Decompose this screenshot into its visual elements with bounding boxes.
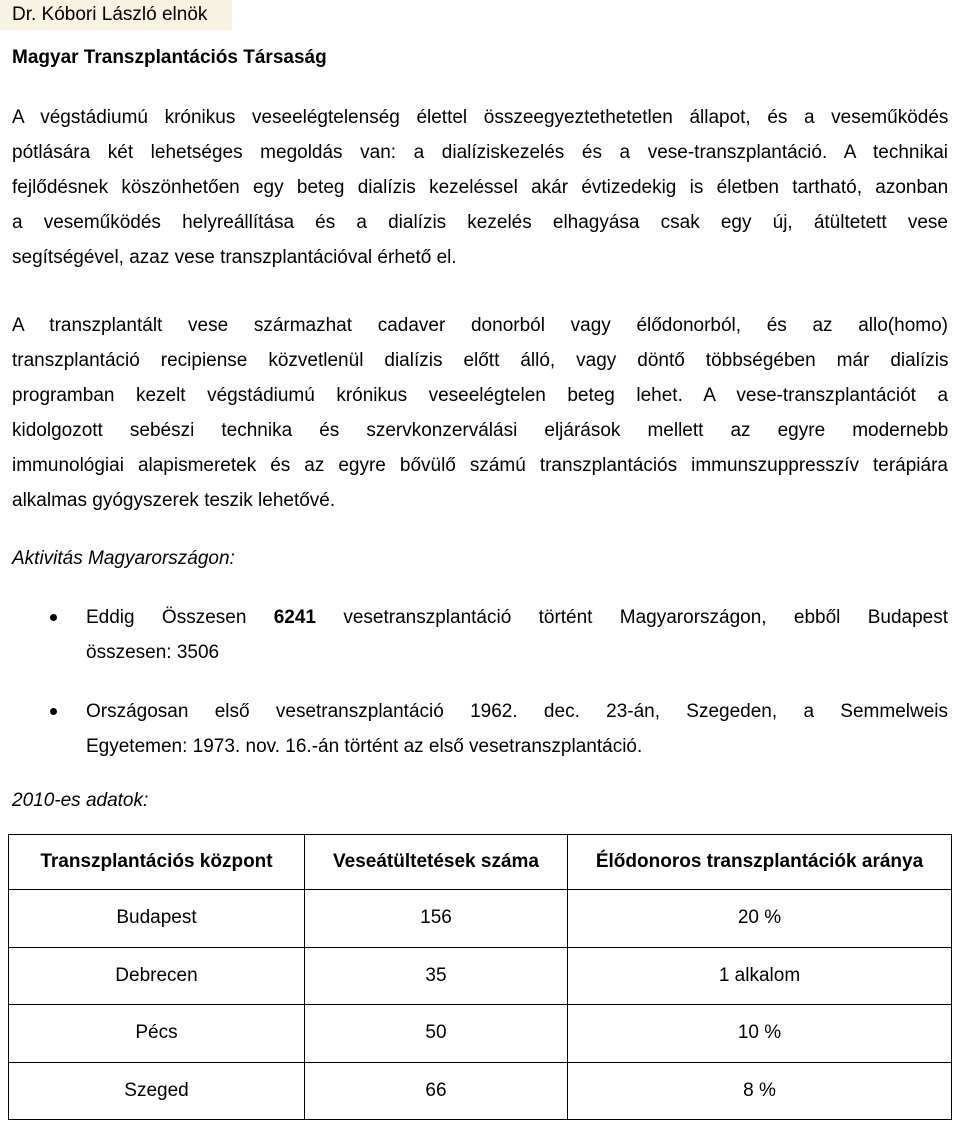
activity-heading: Aktivitás Magyarországon: xyxy=(12,548,235,569)
table-cell: Szeged xyxy=(9,1062,305,1120)
transplant-centers-table xyxy=(8,834,952,1120)
table-row xyxy=(9,890,952,948)
second-paragraph xyxy=(12,308,948,518)
table-row xyxy=(9,1062,952,1120)
bullet-text-before: Eddig Összesen xyxy=(86,607,247,628)
table-row xyxy=(9,947,952,1005)
bullet-line xyxy=(86,603,948,638)
bullet-line: összesen: 3506 xyxy=(86,642,220,663)
bullet-line: Országosan első vesetranszplantáció 1962. dec. 23-án, Szegeden, a Semmelweis xyxy=(86,701,948,722)
bullet-icon xyxy=(50,708,57,715)
table-cell: 8 % xyxy=(568,1062,952,1120)
table-cell: 10 % xyxy=(568,1005,952,1063)
table-cell: 66 xyxy=(305,1062,568,1120)
author-title: Dr. Kóbori László elnök xyxy=(0,0,232,30)
data-2010-heading: 2010-es adatok: xyxy=(12,790,149,811)
paragraph-line: a veseműködés helyreállítása és a dialízis kezelés elhagyása csak egy új, átültetett vese xyxy=(12,212,948,233)
bullet-text xyxy=(86,603,948,673)
intro-paragraph xyxy=(12,100,948,275)
paragraph-line: alkalmas gyógyszerek teszik lehetővé. xyxy=(12,490,336,511)
total-transplant-count: 6241 xyxy=(273,607,317,628)
bullet-text-after: vesetranszplantáció történt Magyarországon, ebből Budapest xyxy=(343,607,949,628)
column-header-count: Veseátültetések száma xyxy=(305,835,568,890)
bullet-icon xyxy=(50,614,57,621)
bullet-text xyxy=(86,697,948,767)
table-cell: 1 alkalom xyxy=(568,947,952,1005)
paragraph-line: A transzplantált vese származhat cadaver donorból vagy élődonorból, és az allo(homo) xyxy=(12,315,948,336)
table-header-row xyxy=(9,835,952,890)
bullet-item-total-transplants xyxy=(50,603,948,673)
organization-name: Magyar Transzplantációs Társaság xyxy=(12,47,327,68)
bullet-item-first-transplant xyxy=(50,697,948,767)
paragraph-line: kidolgozott sebészi technika és szervkonzerválási eljárások mellett az egyre modernebb xyxy=(12,420,949,441)
paragraph-line: A végstádiumú krónikus veseelégtelenség élettel összeegyeztethetetlen állapot, és a veseműködés xyxy=(12,107,949,128)
column-header-living-donor-ratio: Élődonoros transzplantációk aránya xyxy=(568,835,952,890)
table-cell: 35 xyxy=(305,947,568,1005)
paragraph-line: transzplantáció recipiense közvetlenül dialízis előtt álló, vagy döntő többségében már dialízis xyxy=(12,350,949,371)
table-cell: Pécs xyxy=(9,1005,305,1063)
table-row xyxy=(9,1005,952,1063)
table-cell: 50 xyxy=(305,1005,568,1063)
bullet-line: Egyetemen: 1973. nov. 16.-án történt az első vesetranszplantáció. xyxy=(86,736,643,757)
paragraph-line: programban kezelt végstádiumú krónikus veseelégtelen beteg lehet. A vese-transzplantációt a xyxy=(12,385,949,406)
table-cell: 156 xyxy=(305,890,568,948)
paragraph-line: fejlődésnek köszönhetően egy beteg dialízis kezeléssel akár évtizedekig is életben tartható, azonban xyxy=(12,177,949,198)
table-cell: 20 % xyxy=(568,890,952,948)
table-cell: Debrecen xyxy=(9,947,305,1005)
paragraph-line: immunológiai alapismeretek és az egyre bővülő számú transzplantációs immunszuppresszív terápiára xyxy=(12,455,948,476)
paragraph-line: segítségével, azaz vese transzplantációval érhető el. xyxy=(12,247,457,268)
column-header-center: Transzplantációs központ xyxy=(9,835,305,890)
paragraph-line: pótlására két lehetséges megoldás van: a dialíziskezelés és a vese-transzplantáció. A technikai xyxy=(12,142,948,163)
table-cell: Budapest xyxy=(9,890,305,948)
